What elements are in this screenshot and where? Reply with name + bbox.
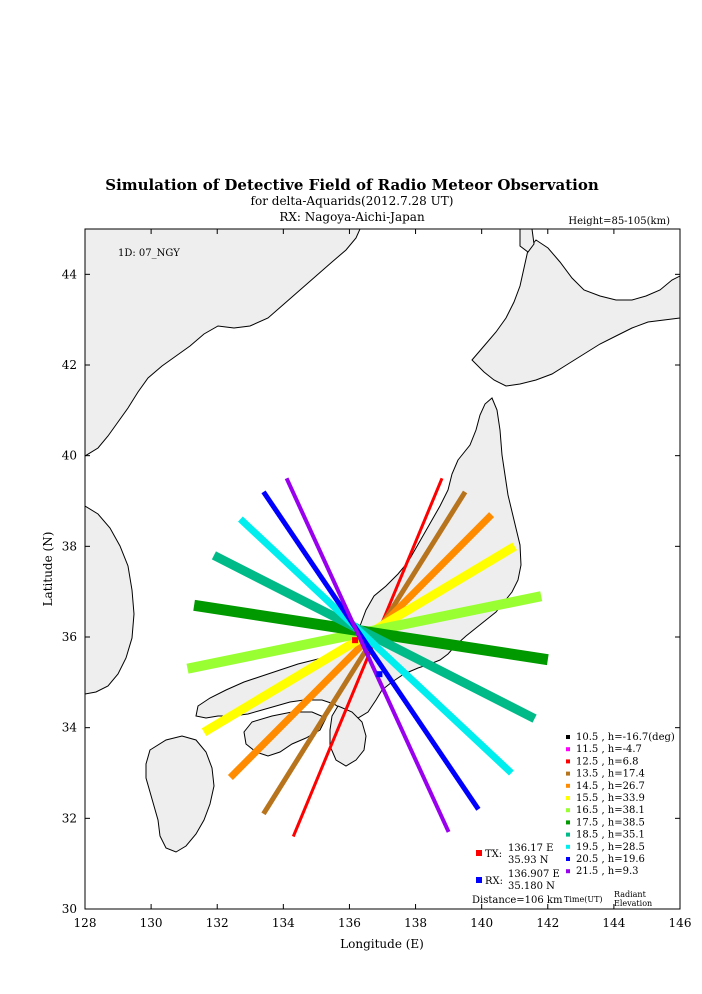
tx-latitude: 35.93 N — [508, 855, 549, 866]
tx-longitude: 136.17 E — [508, 843, 554, 854]
x-tick-label: 138 — [404, 916, 428, 930]
legend-label-7: 17.5 , h=38.5 — [576, 817, 645, 829]
legend-label-8: 18.5 , h=35.1 — [576, 829, 645, 841]
y-axis-label: Latitude (N) — [41, 531, 55, 607]
x-tick-label: 130 — [139, 916, 163, 930]
y-tick-label: 32 — [61, 811, 77, 826]
id-label: 1D: 07_NGY — [118, 248, 180, 259]
tx-label: TX: — [485, 849, 503, 860]
legend-footer-elevation: Elevation — [614, 899, 653, 908]
legend-footer-radiant: Radiant — [614, 890, 646, 899]
y-tick-label: 44 — [61, 267, 77, 282]
x-tick-label: 146 — [668, 916, 692, 930]
legend-swatch-11 — [566, 869, 570, 873]
plot-area — [62, 229, 692, 930]
legend-swatch-4 — [566, 784, 570, 788]
legend-label-9: 19.5 , h=28.5 — [576, 841, 645, 853]
legend-swatch-8 — [566, 833, 570, 837]
x-tick-label: 132 — [205, 916, 229, 930]
legend-swatch-0 — [566, 735, 570, 739]
legend-label-10: 20.5 , h=19.6 — [576, 854, 645, 865]
rx-station-marker — [376, 671, 382, 677]
legend-label-5: 15.5 , h=33.9 — [576, 793, 645, 804]
y-tick-label: 42 — [61, 358, 77, 372]
y-tick-label: 36 — [61, 630, 77, 644]
distance-label: Distance=106 km — [472, 895, 563, 906]
height-label: Height=85-105(km) — [568, 216, 670, 227]
x-axis-label: Longitude (E) — [340, 937, 424, 951]
rx-latitude: 35.180 N — [508, 881, 555, 892]
legend-label-11: 21.5 , h=9.3 — [576, 866, 639, 878]
rx-legend-marker — [476, 877, 482, 883]
legend-swatch-7 — [566, 820, 570, 824]
y-tick-label: 40 — [61, 448, 77, 463]
legend-label-2: 12.5 , h=6.8 — [576, 756, 639, 768]
legend-swatch-1 — [566, 747, 570, 751]
legend-swatch-9 — [566, 845, 570, 849]
receiver-label: RX: Nagoya-Aichi-Japan — [279, 210, 425, 224]
legend-label-3: 13.5 , h=17.4 — [576, 768, 645, 780]
legend-swatch-6 — [566, 808, 570, 812]
x-tick-label: 134 — [271, 916, 295, 930]
x-tick-label: 136 — [337, 916, 361, 930]
x-tick-label: 142 — [536, 916, 560, 930]
legend-label-1: 11.5 , h=-4.7 — [576, 744, 642, 756]
legend-swatch-10 — [566, 857, 570, 861]
y-tick-label: 38 — [61, 539, 77, 554]
y-tick-label: 30 — [61, 902, 77, 916]
x-tick-label: 144 — [602, 916, 626, 930]
legend-swatch-2 — [566, 759, 570, 763]
legend-label-4: 14.5 , h=26.7 — [576, 780, 645, 792]
tx-legend-marker — [476, 850, 482, 856]
rx-label: RX: — [485, 876, 504, 887]
x-tick-label: 140 — [470, 916, 494, 930]
legend-swatch-3 — [566, 772, 570, 776]
chart-subtitle: for delta-Aquarids(2012.7.28 UT) — [250, 194, 454, 208]
chart-title: Simulation of Detective Field of Radio Meteor Observation — [105, 176, 599, 194]
rx-longitude: 136.907 E — [508, 869, 560, 880]
legend-label-0: 10.5 , h=-16.7(deg) — [576, 732, 675, 743]
x-tick-label: 128 — [73, 916, 97, 930]
tx-station-marker — [352, 637, 358, 643]
legend-label-6: 16.5 , h=38.1 — [576, 805, 645, 817]
y-tick-label: 34 — [61, 720, 77, 735]
legend-footer-time: Time(UT) — [564, 895, 603, 904]
legend-swatch-5 — [566, 796, 570, 800]
